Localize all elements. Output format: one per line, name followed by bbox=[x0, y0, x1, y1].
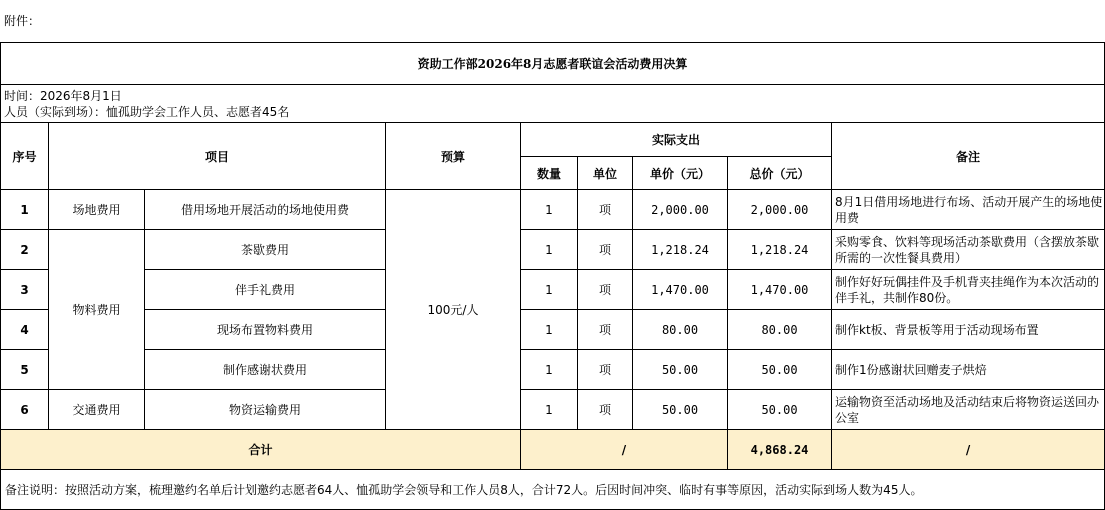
row-item: 借用场地开展活动的场地使用费 bbox=[145, 190, 386, 230]
row-total: 1,470.00 bbox=[728, 270, 832, 310]
row-unit: 项 bbox=[578, 350, 633, 390]
row-unit: 项 bbox=[578, 310, 633, 350]
row-remark: 8月1日借用场地进行布场、活动开展产生的场地使用费 bbox=[832, 190, 1105, 230]
table-row bbox=[1, 190, 1105, 230]
header-price: 单价（元） bbox=[633, 157, 728, 190]
row-price: 1,218.24 bbox=[633, 230, 728, 270]
row-total: 1,218.24 bbox=[728, 230, 832, 270]
row-price: 2,000.00 bbox=[633, 190, 728, 230]
total-amount: 4,868.24 bbox=[728, 430, 832, 470]
total-row bbox=[1, 430, 1105, 470]
header-unit: 单位 bbox=[578, 157, 633, 190]
table-row bbox=[1, 350, 1105, 390]
total-slash-actual: / bbox=[521, 430, 728, 470]
row-item: 物资运输费用 bbox=[145, 390, 386, 430]
table-title: 资助工作部2026年8月志愿者联谊会活动费用决算 bbox=[1, 43, 1105, 85]
row-qty: 1 bbox=[521, 350, 578, 390]
header-item: 项目 bbox=[49, 123, 386, 190]
row-category: 交通费用 bbox=[49, 390, 145, 430]
row-category: 场地费用 bbox=[49, 190, 145, 230]
row-seq: 2 bbox=[1, 230, 49, 270]
row-remark: 制作1份感谢状回赠麦子烘焙 bbox=[832, 350, 1105, 390]
table-row bbox=[1, 390, 1105, 430]
table-row bbox=[1, 230, 1105, 270]
row-qty: 1 bbox=[521, 310, 578, 350]
row-item: 伴手礼费用 bbox=[145, 270, 386, 310]
meta-time: 时间：2026年8月1日 bbox=[4, 89, 122, 103]
row-price: 50.00 bbox=[633, 350, 728, 390]
attachment-label: 附件： bbox=[4, 14, 41, 28]
row-unit: 项 bbox=[578, 190, 633, 230]
row-unit: 项 bbox=[578, 270, 633, 310]
total-slash-remark: / bbox=[832, 430, 1105, 470]
row-price: 50.00 bbox=[633, 390, 728, 430]
total-label: 合计 bbox=[1, 430, 521, 470]
row-remark: 制作kt板、背景板等用于活动现场布置 bbox=[832, 310, 1105, 350]
row-qty: 1 bbox=[521, 390, 578, 430]
row-unit: 项 bbox=[578, 230, 633, 270]
meta-people: 人员（实际到场）：恤孤助学会工作人员、志愿者45名 bbox=[4, 105, 290, 119]
meta-cell bbox=[1, 85, 1105, 123]
row-qty: 1 bbox=[521, 230, 578, 270]
row-remark: 制作好好玩偶挂件及手机背夹挂绳作为本次活动的伴手礼，共制作80份。 bbox=[832, 270, 1105, 310]
row-seq: 3 bbox=[1, 270, 49, 310]
header-qty: 数量 bbox=[521, 157, 578, 190]
header-actual: 实际支出 bbox=[521, 123, 832, 157]
row-item: 现场布置物料费用 bbox=[145, 310, 386, 350]
header-seq: 序号 bbox=[1, 123, 49, 190]
row-total: 50.00 bbox=[728, 350, 832, 390]
row-total: 50.00 bbox=[728, 390, 832, 430]
row-remark: 运输物资至活动场地及活动结束后将物资运送回办公室 bbox=[832, 390, 1105, 430]
table-row bbox=[1, 270, 1105, 310]
row-qty: 1 bbox=[521, 270, 578, 310]
table-row bbox=[1, 310, 1105, 350]
expense-table bbox=[0, 42, 1105, 510]
header-budget: 预算 bbox=[386, 123, 521, 190]
budget-value: 100元/人 bbox=[386, 190, 521, 430]
footnote: 备注说明：按照活动方案，梳理邀约名单后计划邀约志愿者64人、恤孤助学会领导和工作人员8人，合计72人。后因时间冲突、临时有事等原因，活动实际到场人数为45人。 bbox=[1, 470, 1105, 510]
row-total: 80.00 bbox=[728, 310, 832, 350]
row-price: 80.00 bbox=[633, 310, 728, 350]
row-remark: 采购零食、饮料等现场活动茶歇费用（含摆放茶歇所需的一次性餐具费用） bbox=[832, 230, 1105, 270]
row-seq: 4 bbox=[1, 310, 49, 350]
row-item: 制作感谢状费用 bbox=[145, 350, 386, 390]
header-total: 总价（元） bbox=[728, 157, 832, 190]
row-item: 茶歇费用 bbox=[145, 230, 386, 270]
row-seq: 1 bbox=[1, 190, 49, 230]
row-unit: 项 bbox=[578, 390, 633, 430]
row-category: 物料费用 bbox=[49, 230, 145, 390]
row-total: 2,000.00 bbox=[728, 190, 832, 230]
row-seq: 6 bbox=[1, 390, 49, 430]
row-price: 1,470.00 bbox=[633, 270, 728, 310]
row-qty: 1 bbox=[521, 190, 578, 230]
header-remark: 备注 bbox=[832, 123, 1105, 190]
row-seq: 5 bbox=[1, 350, 49, 390]
